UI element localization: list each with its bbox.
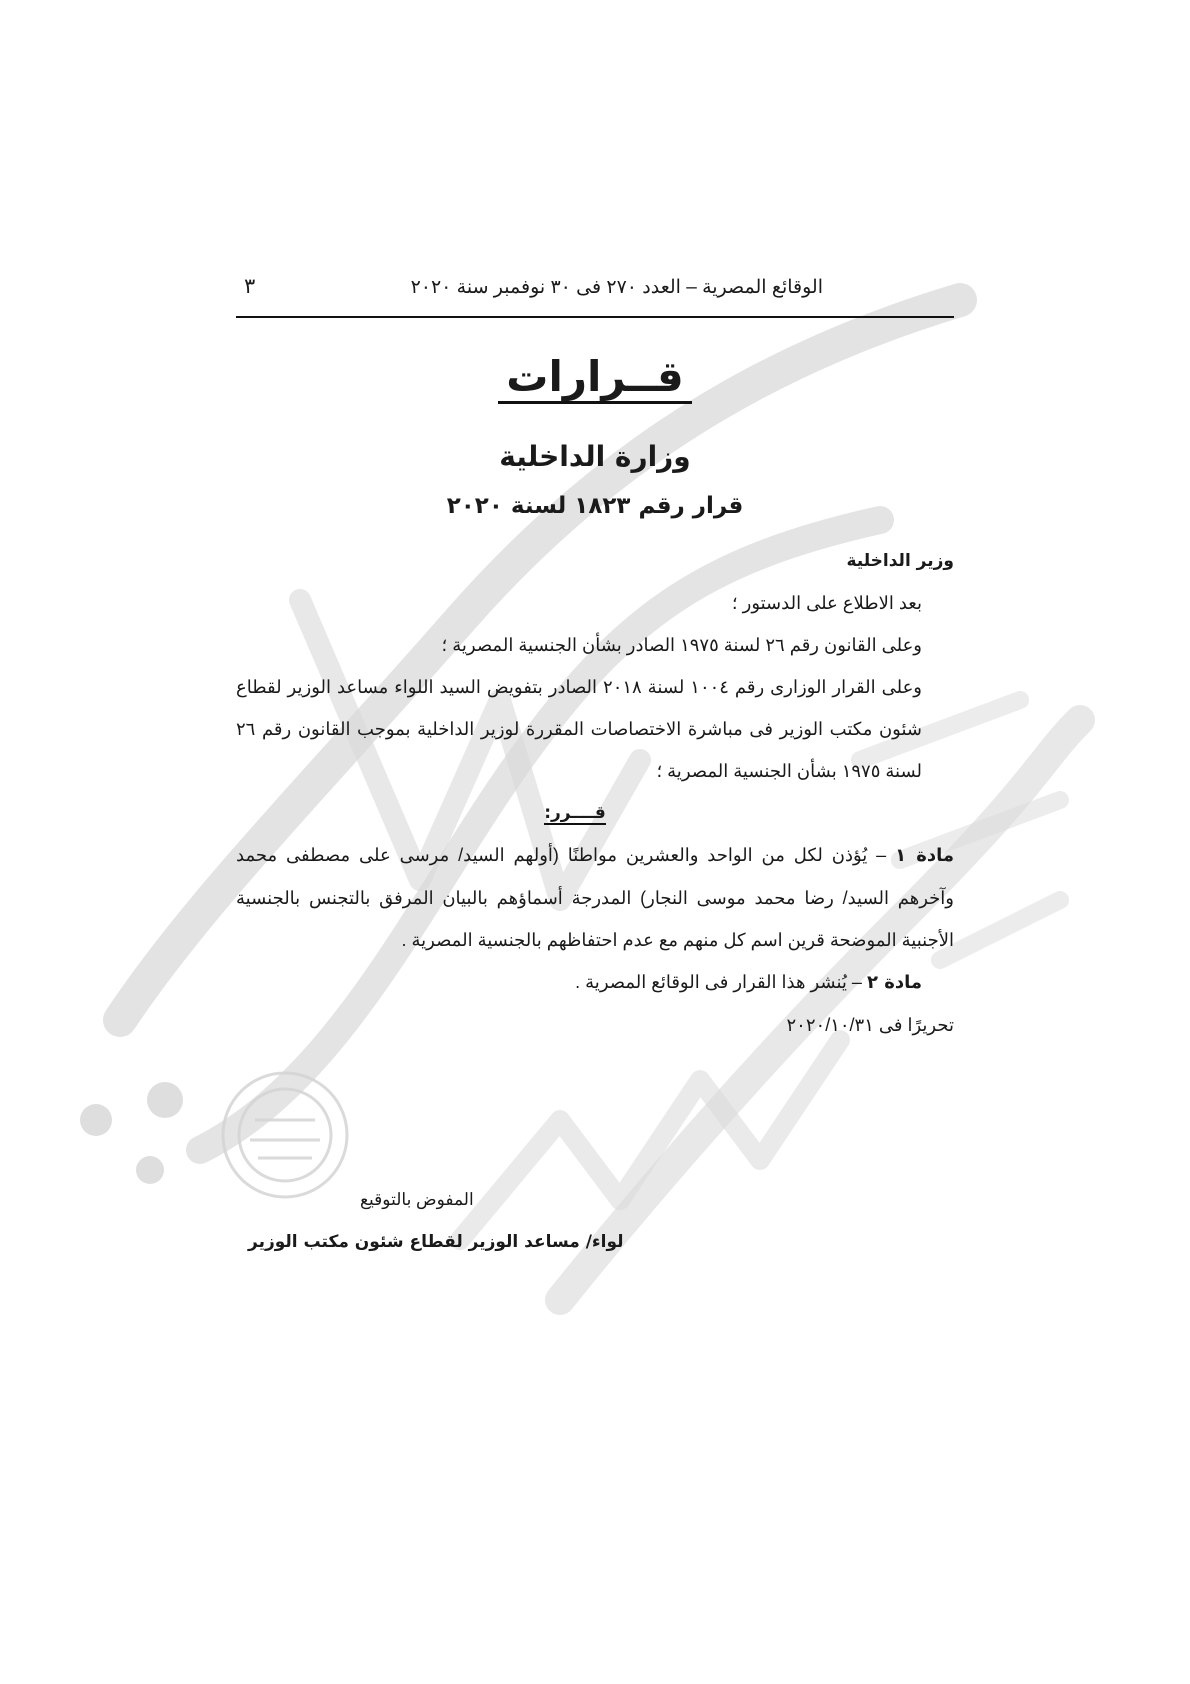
date-line: تحريرًا فى ٢٠٢٠/١٠/٣١ <box>786 1015 954 1035</box>
decree-body <box>236 540 954 1046</box>
article-number: مادة ٢ <box>866 972 922 993</box>
article-text: – يُنشر هذا القرار فى الوقائع المصرية . <box>575 972 862 992</box>
decree-number: قرار رقم ١٨٢٣ لسنة ٢٠٢٠ <box>446 493 744 519</box>
signature-label: المفوض بالتوقيع <box>360 1190 474 1209</box>
issuer: وزير الداخلية <box>846 551 954 571</box>
section-title-text: قــرارات <box>498 352 692 404</box>
signatory: لواء/ مساعد الوزير لقطاع شئون مكتب الوزير <box>248 1232 624 1252</box>
article-text: – يُؤذن لكل من الواحد والعشرين مواطنًا (أولهم السيد/ مرسى على مصطفى محمد وآخرهم السيد/ رضا محمد موسى النجار) المدرجة أسماؤهم بالبيان المرفق بالتجنس بالجنسية الأجنبية الموضحة قرين اسم كل منهم مع عدم احتفاظهم بالجنسية المصرية . <box>236 845 954 950</box>
decides-label-text: قــــرر: <box>544 803 606 823</box>
article-2 <box>236 961 954 1004</box>
preamble-clause: وعلى القرار الوزارى رقم ١٠٠٤ لسنة ٢٠١٨ الصادر بتفويض السيد اللواء مساعد الوزير لقطاع شئون مكتب الوزير فى مباشرة الاختصاصات المقررة لوزير الداخلية بموجب القانون رقم ٢٦ لسنة ١٩٧٥ بشأن الجنسية المصرية ؛ <box>236 677 922 781</box>
page-number: ٣ <box>244 275 256 298</box>
article-1 <box>236 834 954 961</box>
ministry-heading: وزارة الداخلية <box>499 440 691 473</box>
decides-label <box>236 792 954 834</box>
article-number: مادة ١ <box>895 845 954 866</box>
running-header <box>236 268 954 318</box>
preamble-clause: وعلى القانون رقم ٢٦ لسنة ١٩٧٥ الصادر بشأن الجنسية المصرية ؛ <box>441 635 922 655</box>
section-title <box>0 352 1190 401</box>
gazette-issue-line: الوقائع المصرية – العدد ٢٧٠ فى ٣٠ نوفمبر سنة ٢٠٢٠ <box>410 277 823 298</box>
preamble-clause: بعد الاطلاع على الدستور ؛ <box>731 593 922 613</box>
